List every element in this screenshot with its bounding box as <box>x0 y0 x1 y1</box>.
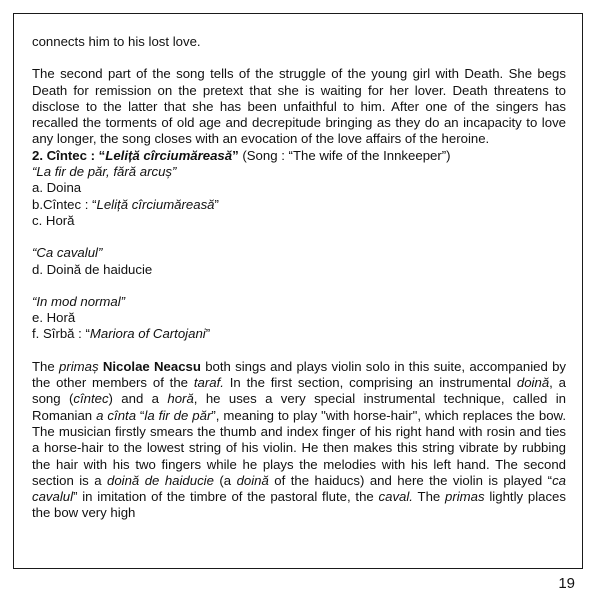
section-2-heading <box>32 148 566 164</box>
item-d: d. Doină de haiducie <box>32 261 153 277</box>
paragraph-intro: connects him to his lost love. <box>32 34 201 49</box>
paragraph-primas: The primaș Nicolae Neacsu both sings and plays violin solo in this suite, accompanied by the other members of the taraf. In the first section, comprising an instrumental doină, a song (cîntec) and a horă, he uses a very special instrumental technique, called in Romanian a cînta “la fir de păr”, meaning to play "with horse-hair", which replaces the bow. The musician firstly smears the thumb and index finger of his right hand with rosin and ties a horse-hair to the lowest string of his violin. He then makes this string vibrate by rubbing the hair with his two fingers while he plays the melodies with his left hand. The second section is a doină de haiducie (a doină of the haiducs) and here the violin is played “ca cavalul” in imitation of the timbre of the pastoral flute, the caval. The primas lightly places the bow very high <box>32 358 567 521</box>
item-a: a. Doina <box>32 180 82 196</box>
page-frame <box>13 13 583 569</box>
section-2-title-close: ” <box>232 147 239 163</box>
group-2-heading: “Ca cavalul” <box>32 245 103 261</box>
paragraph-death: The second part of the song tells of the struggle of the young girl with Death. She begs Death for remission on the pretext that she is waiting for her lover. Death threatens to disclose to the latter that she has been unfaithful to him. After one of the singers has recalled the torments of old age and decrepitude bringing as they do an incapacity to love any longer, the song closes with an evocation of the love affairs of the heroine. <box>32 66 566 147</box>
item-b: b.Cîntec : “Leliță cîrciumăreasă” <box>32 196 219 212</box>
item-f: f. Sîrbă : “Mariora of Cartojani” <box>32 326 211 342</box>
section-2-subtitle: (Song : “The wife of the Innkeeper”) <box>238 147 451 163</box>
page-number: 19 <box>558 575 575 592</box>
page-body <box>32 34 566 522</box>
group-3-heading: “In mod normal” <box>32 293 126 309</box>
section-2-number: 2. Cîntec : “ <box>32 147 106 163</box>
group-1-heading: “La fir de păr, fără arcuș” <box>32 164 177 180</box>
item-c: c. Horă <box>32 212 75 228</box>
section-2-title: Leliță cîrciumăreasă <box>105 147 233 163</box>
item-e: e. Horă <box>32 310 76 326</box>
